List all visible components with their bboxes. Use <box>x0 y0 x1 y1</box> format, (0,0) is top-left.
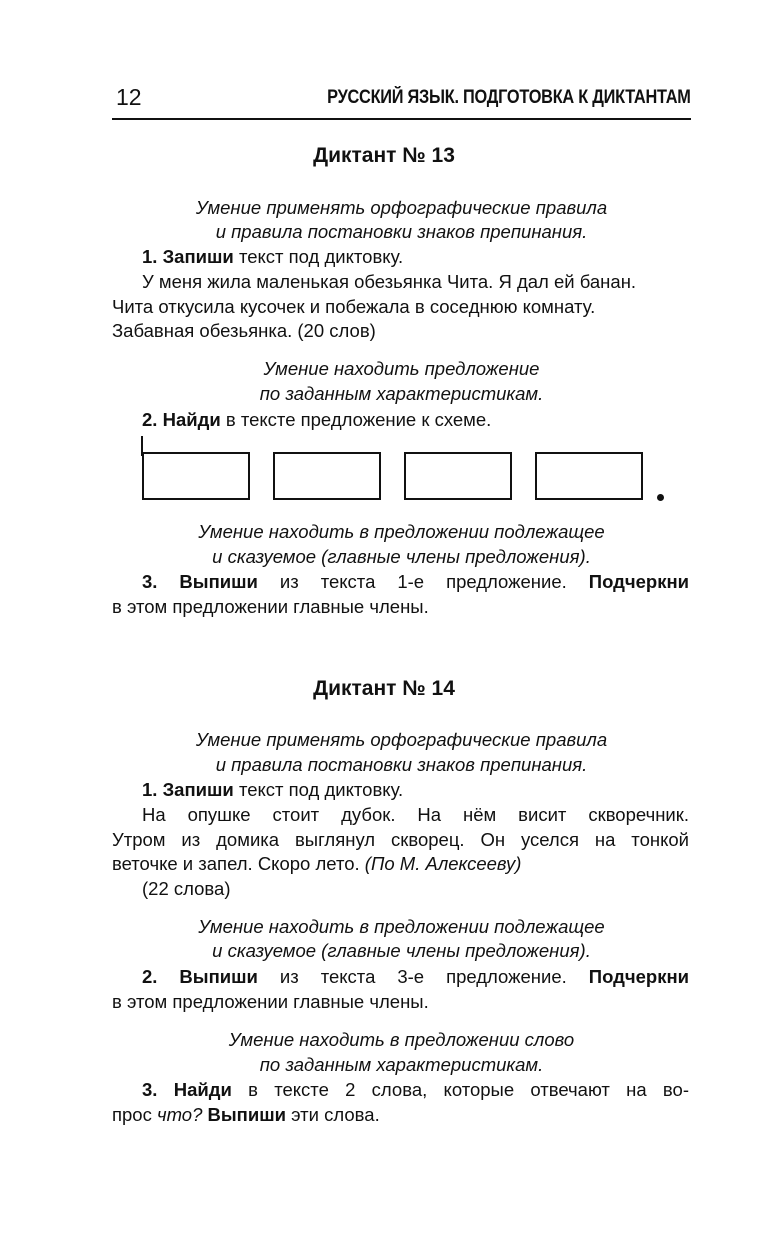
d13-skill-3-line-1: Умение находить в предложении подлежащее <box>198 521 605 542</box>
d13-task-1 <box>142 245 403 269</box>
d13-text-line-1: У меня жила маленькая обезьянка Чита. Я дал ей банан. <box>142 271 637 292</box>
task-verb-2: Подчеркни <box>588 571 689 592</box>
d14-skill-3-line-2: по заданным характеристикам. <box>259 1054 544 1075</box>
text-fragment: веточке и запел. Скоро лето. <box>112 853 360 874</box>
task-text: в тексте предложение к схеме. <box>225 409 492 430</box>
task-text: из текста 1-е предложение. <box>279 571 567 592</box>
task-number: 2. <box>142 409 158 430</box>
d13-text-line-3: Забавная обезьянка. (20 слов) <box>112 320 376 341</box>
d13-task-3-line-1 <box>142 570 689 594</box>
question-word: что? <box>157 1104 203 1125</box>
task-number: 3. <box>142 1079 158 1100</box>
scheme-period <box>657 494 664 501</box>
d14-text-line-1: На опушке стоит дубок. На нём висит скворечник. <box>142 804 689 825</box>
d14-task-1 <box>142 778 403 802</box>
task-text: текст под диктовку. <box>238 779 404 800</box>
task-verb: Найди <box>173 1079 232 1100</box>
scheme-word-box <box>273 452 381 500</box>
task-verb: Запиши <box>162 779 234 800</box>
d14-text-line-2: Утром из домика выглянул скворец. Он уселся на тонкой <box>112 829 689 850</box>
d14-task-2-line-1 <box>142 965 689 989</box>
task-number: 3. <box>142 571 158 592</box>
d14-skill-1-line-1: Умение применять орфографические правила <box>195 729 608 750</box>
d14-skill-2-line-1: Умение находить в предложении подлежащее <box>198 916 605 937</box>
d13-text-line-2: Чита откусила кусочек и побежала в соседнюю комнату. <box>112 296 596 317</box>
text-source: (По М. Алексееву) <box>364 853 522 874</box>
running-title: РУССКИЙ ЯЗЫК. ПОДГОТОВКА К ДИКТАНТАМ <box>327 87 691 108</box>
page-number: 12 <box>116 84 142 110</box>
d14-skill-3-line-1: Умение находить в предложении слово <box>228 1029 575 1050</box>
d14-skill-2-line-2: и сказуемое (главные члены предложения). <box>212 940 591 961</box>
task-number: 1. <box>142 246 158 267</box>
d14-task-3-line-2 <box>112 1103 380 1127</box>
d14-word-count: (22 слова) <box>142 878 231 899</box>
d13-skill-3-line-2: и сказуемое (главные члены предложения). <box>212 546 591 567</box>
task-text: прос <box>112 1104 152 1125</box>
page-header <box>112 82 691 120</box>
task-text: из текста 3-е предложение. <box>279 966 567 987</box>
d13-skill-2-line-2: по заданным характеристикам. <box>259 383 544 404</box>
scheme-word-box <box>404 452 512 500</box>
d13-task-2 <box>142 408 491 432</box>
task-text: текст под диктовку. <box>238 246 404 267</box>
d14-task-3-line-1 <box>142 1078 689 1102</box>
d13-task-3-line-2: в этом предложении главные члены. <box>112 596 429 617</box>
d14-text-line-3 <box>112 852 521 876</box>
dictation-13-title: Диктант № 13 <box>313 144 455 167</box>
d13-skill-1-line-2: и правила постановки знаков препинания. <box>215 221 588 242</box>
task-verb-2: Подчеркни <box>588 966 689 987</box>
task-verb: Найди <box>162 409 221 430</box>
task-text-end: эти слова. <box>291 1104 380 1125</box>
d14-task-2-line-2: в этом предложении главные члены. <box>112 991 429 1012</box>
d13-skill-2-line-1: Умение находить предложение <box>263 358 540 379</box>
task-number: 2. <box>142 966 158 987</box>
task-verb: Запиши <box>162 246 234 267</box>
dictation-14-title: Диктант № 14 <box>313 677 455 700</box>
task-verb-2: Выпиши <box>207 1104 286 1125</box>
d13-skill-1-line-1: Умение применять орфографические правила <box>195 197 608 218</box>
task-text: в тексте 2 слова, которые отвечают на во- <box>248 1079 690 1100</box>
scheme-word-box <box>142 452 250 500</box>
task-verb: Выпиши <box>179 966 258 987</box>
d14-skill-1-line-2: и правила постановки знаков препинания. <box>215 754 588 775</box>
task-verb: Выпиши <box>179 571 258 592</box>
scheme-word-box <box>535 452 643 500</box>
task-number: 1. <box>142 779 158 800</box>
